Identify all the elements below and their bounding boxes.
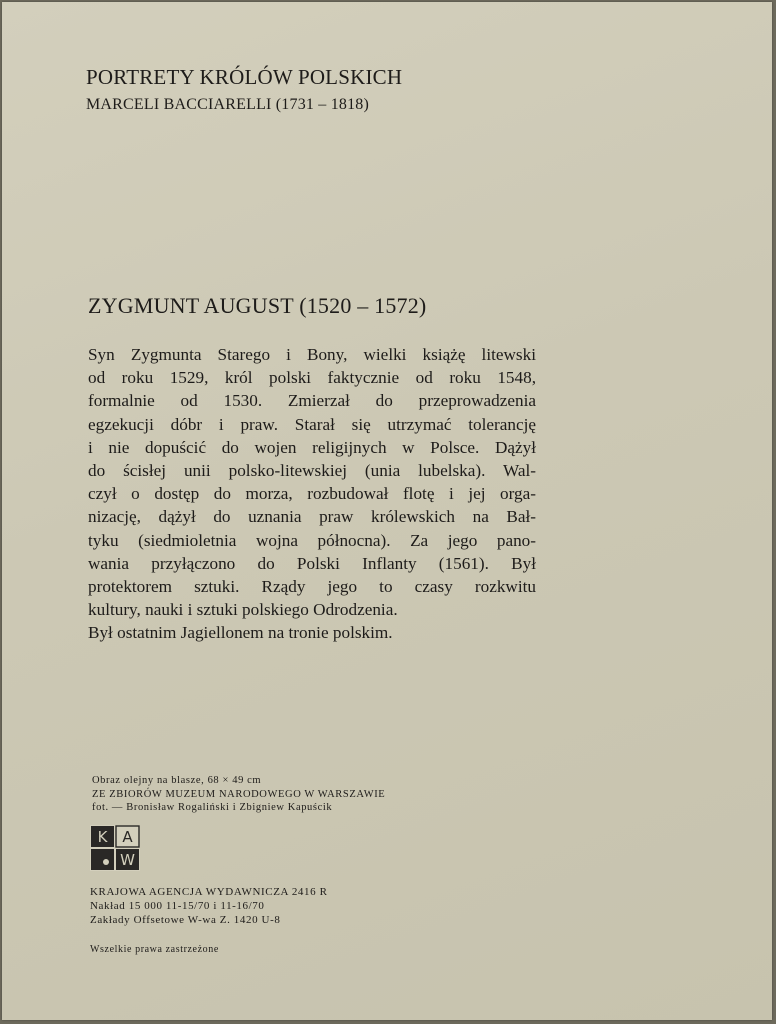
- series-title: PORTRETY KRÓLÓW POLSKICH: [86, 65, 403, 89]
- artist-name: MARCELI BACCIARELLI (1731 – 1818): [86, 96, 370, 113]
- bio-line: protektorem sztuki. Rządy jego to czasy rozkwitu: [88, 577, 536, 597]
- bio-line: kultury, nauki i sztuki polskiego Odrodzenia.: [88, 600, 398, 620]
- bio-line: wania przyłączono do Polski Inflanty (1561). Był: [88, 553, 536, 573]
- publisher-info: [90, 885, 328, 927]
- bio-line: czył o dostęp do morza, rozbudował flotę i jej orga-: [88, 484, 536, 504]
- logo-dot: [103, 859, 109, 865]
- bio-line: nizację, dążył do uznania praw królewskich na Bał-: [88, 507, 536, 527]
- medium-dimensions: Obraz olejny na blasze, 68 × 49 cm: [92, 775, 262, 786]
- kaw-logo: [90, 825, 140, 871]
- collection-note: ZE ZBIORÓW MUZEUM NARODOWEGO W WARSZAWIE: [92, 788, 386, 800]
- logo-letter-k: K: [97, 828, 108, 846]
- bio-line: formalnie od 1530. Zmierzał do przeprowadzenia: [88, 391, 536, 411]
- bio-line: Był ostatnim Jagiellonem na tronie polskim.: [88, 623, 393, 643]
- king-title: ZYGMUNT AUGUST (1520 – 1572): [88, 293, 427, 318]
- bio-line: i nie dopuścić do wojen religijnych w Polsce. Dążył: [88, 437, 536, 457]
- print-run: Nakład 15 000 11-15/70 i 11-16/70: [90, 900, 265, 912]
- printer-info: Zakłady Offsetowe W-wa Z. 1420 U-8: [90, 914, 281, 926]
- biography-text: [88, 343, 536, 645]
- bio-line: do ścisłej unii polsko-litewskiej (unia lubelska). Wal-: [88, 461, 536, 481]
- bio-line: od roku 1529, król polski faktycznie od roku 1548,: [88, 368, 536, 388]
- bio-line: egzekucji dóbr i praw. Starał się utrzymać tolerancję: [88, 414, 536, 434]
- painting-credits: [92, 774, 385, 815]
- bio-line: tyku (siedmioletnia wojna północna). Za jego pano-: [88, 530, 536, 550]
- bio-line: Syn Zygmunta Starego i Bony, wielki książę litewski: [88, 345, 536, 364]
- photo-credit: fot. — Bronisław Rogaliński i Zbigniew Kapuścik: [92, 802, 333, 814]
- logo-cell-dot: [91, 849, 114, 870]
- logo-letter-a: A: [122, 828, 133, 846]
- postcard-back: [2, 2, 772, 1020]
- rights-reserved: Wszelkie prawa zastrzeżone: [90, 944, 219, 955]
- logo-letter-w: W: [120, 851, 135, 869]
- publisher-agency: KRAJOWA AGENCJA WYDAWNICZA 2416 R: [90, 886, 328, 898]
